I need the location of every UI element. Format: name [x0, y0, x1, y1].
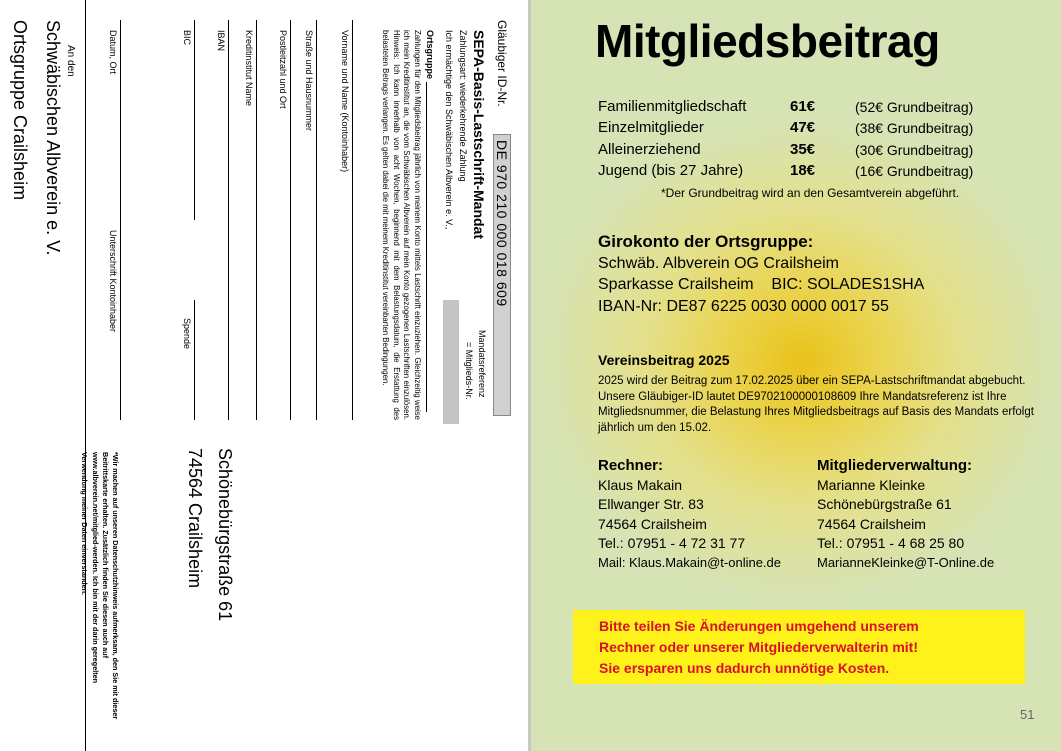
- glaeubiger-label: Gläubiger ID-Nr.: [495, 20, 509, 107]
- bank-label: Kreditinstitut Name: [244, 30, 254, 107]
- iban-label: IBAN: [216, 30, 226, 52]
- fee-label: Familienmitgliedschaft: [598, 98, 747, 115]
- membership-info-page: [531, 0, 1061, 751]
- iban-field[interactable]: [228, 20, 229, 420]
- fee-note: (16€ Grundbeitrag): [855, 163, 974, 179]
- fee-value: 18€: [790, 162, 816, 179]
- authorization-text: Ich ermächtige den Schwäbischen Albverein e. V.,: [444, 30, 454, 230]
- admin-line: Tel.: 07951 - 4 68 25 80: [817, 535, 965, 551]
- donation-label: Spende: [182, 318, 192, 350]
- address-line-4: Schönebürgstraße 61: [215, 448, 235, 622]
- mandate-reference-label: Mandatsreferenz: [477, 330, 487, 398]
- notice-line: Rechner oder unserer Mitgliederverwalterin mit!: [599, 639, 918, 655]
- dues-title: Vereinsbeitrag 2025: [598, 352, 730, 368]
- treasurer-line: Klaus Makain: [598, 477, 683, 493]
- admin-line: 74564 Crailsheim: [817, 516, 926, 532]
- name-label: Vorname und Name (Kontoinhaber): [340, 30, 350, 173]
- recipient-prefix: An den: [65, 45, 76, 77]
- giro-line: Sparkasse Crailsheim BIC: SOLADES1SHA: [598, 276, 925, 293]
- fee-label: Einzelmitglieder: [598, 119, 704, 136]
- payment-type: Zahlungsart: wiederkehrende Zahlung: [458, 30, 468, 182]
- notice-box: [573, 610, 1025, 684]
- address-line-5: 74564 Crailsheim: [185, 448, 205, 589]
- mandate-reference-field[interactable]: [443, 300, 459, 424]
- admin-line: Marianne Kleinke: [817, 477, 926, 493]
- admin-email[interactable]: MarianneKleinke@T-Online.de: [817, 555, 995, 570]
- date-place-label: Datum, Ort: [108, 30, 118, 75]
- mandate-paragraph: Zahlungen für den Mitgliedsbeitrag jährlich von meinem Konto mittels Lastschrift einzuziehen. Gleichzeitig weise ich mein Kreditinstitut an, die vom Schwäbischen Albverein auf mein Konto gezogenen Lastschriften einzulösen. Hinweis: Ich kann innerhalb von acht Wochen, beginnend mit dem Belastungsdatum, die Erstattung des belasteten Betrags verlangen. Es gelten dabei die mit meinem Kreditinstitut vereinbarten Bedingungen.: [381, 30, 422, 420]
- giro-title: Girokonto der Ortsgruppe:: [598, 232, 814, 251]
- rotated-form: [0, 0, 511, 751]
- bank-field[interactable]: [256, 20, 257, 420]
- signature-field[interactable]: [120, 20, 121, 420]
- street-field[interactable]: [316, 20, 317, 420]
- fee-label: Jugend (bis 27 Jahre): [598, 162, 744, 179]
- fee-footnote: *Der Grundbeitrag wird an den Gesamtverein abgeführt.: [661, 186, 960, 200]
- treasurer-line: 74564 Crailsheim: [598, 516, 707, 532]
- ortsgruppe-line[interactable]: [426, 82, 427, 412]
- fee-note: (52€ Grundbeitrag): [855, 99, 974, 115]
- notice-line: Bitte teilen Sie Änderungen umgehend unserem: [599, 618, 919, 634]
- street-label: Straße und Hausnummer: [304, 30, 314, 132]
- fee-note: (30€ Grundbeitrag): [855, 142, 974, 158]
- admin-line: Schönebürgstraße 61: [817, 496, 952, 512]
- mandate-reference-sub: = Mitglieds-Nr.: [464, 342, 474, 400]
- address-line-1: Schwäbischen Albverein e. V.: [43, 20, 63, 256]
- bic-label: BIC: [182, 30, 192, 46]
- name-field[interactable]: [352, 20, 353, 420]
- page-number: 51: [1020, 707, 1035, 722]
- fee-label: Alleinerziehend: [598, 141, 701, 158]
- donation-field[interactable]: [194, 300, 195, 420]
- treasurer-line: Tel.: 07951 - 4 72 31 77: [598, 535, 746, 551]
- treasurer-email[interactable]: Mail: Klaus.Makain@t-online.de: [598, 555, 782, 570]
- postal-label: Postleitzahl und Ort: [278, 30, 288, 109]
- dues-text: 2025 wird der Beitrag zum 17.02.2025 über ein SEPA-Lastschriftmandat abgebucht. Unsere Gläubiger-ID lautet DE9702100000108609 Ihre Mandatsreferenz ist Ihre Mitgliedsnummer, die Belastung Ihres Mitgliedsbeitrags auf Basis des Mandats erfolgt jährlich um den 15.02.: [598, 375, 1034, 434]
- signature-label: Unterschrift Kontoinhaber: [108, 230, 118, 333]
- mandate-form-page: [0, 0, 530, 751]
- fee-value: 47€: [790, 119, 816, 136]
- admin-title: Mitgliederverwaltung:: [817, 457, 973, 474]
- fee-value: 61€: [790, 98, 816, 115]
- page-title: Mitgliedsbeitrag: [595, 15, 940, 67]
- privacy-footnote: *Wir machen auf unseren Datenschutzhinweis aufmerksam, den Sie mit dieser Beitrittskarte erhalten. Zusätzlich finden Sie diesen auch auf www.albverein.net/mitglied-werden. Ich bin mit der darin geregelten Verwendung meiner Daten einverstanden.: [80, 452, 120, 720]
- cut-line: [85, 0, 86, 751]
- ortsgruppe-label: Ortsgruppe: [425, 30, 435, 80]
- address-line-2: Ortsgruppe Crailsheim: [10, 20, 30, 201]
- treasurer-line: Ellwanger Str. 83: [598, 496, 704, 512]
- treasurer-title: Rechner:: [598, 457, 664, 474]
- bic-field[interactable]: [194, 20, 195, 220]
- glaeubiger-value: DE 970 210 000 018 609: [494, 140, 510, 307]
- notice-line: Sie ersparen uns dadurch unnötige Kosten.: [599, 660, 890, 676]
- fee-note: (38€ Grundbeitrag): [855, 120, 974, 136]
- fee-value: 35€: [790, 141, 816, 158]
- postal-field[interactable]: [290, 20, 291, 420]
- mandate-title: SEPA-Basis-Lastschrift-Mandat: [471, 30, 487, 240]
- giro-line: Schwäb. Albverein OG Crailsheim: [598, 255, 839, 272]
- giro-line: IBAN-Nr: DE87 6225 0030 0000 0017 55: [598, 298, 889, 315]
